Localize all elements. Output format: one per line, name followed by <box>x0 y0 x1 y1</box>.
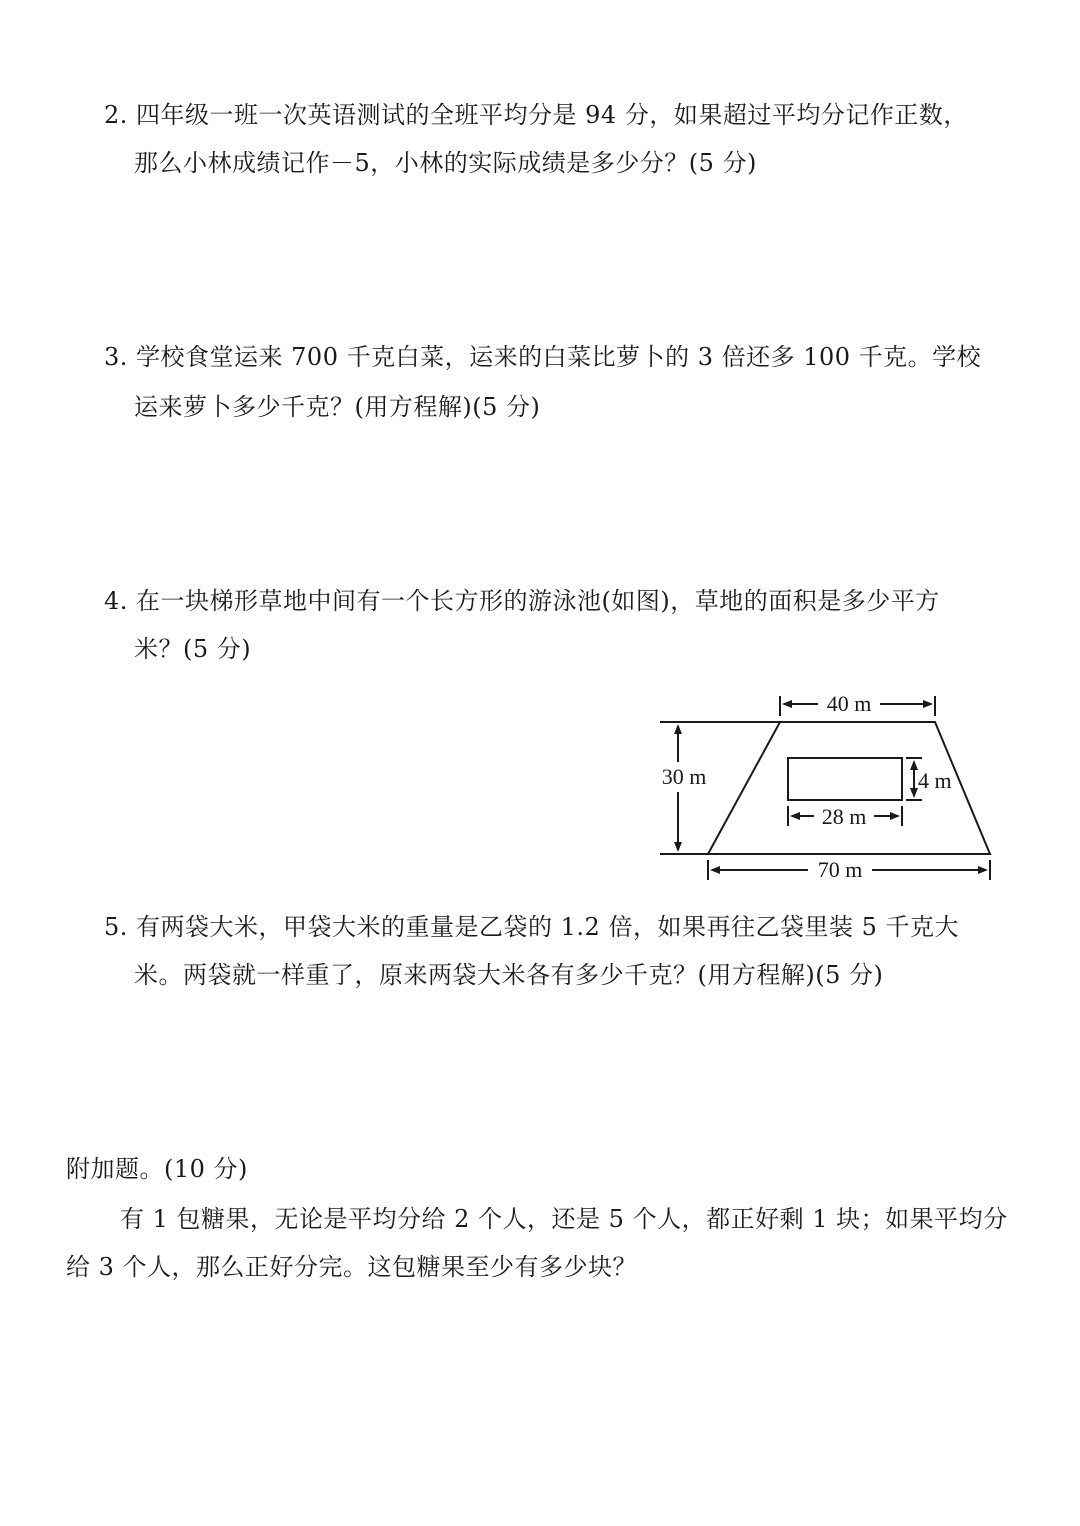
bottom-arrow-left <box>710 866 720 874</box>
pool-width-label: 28 m <box>821 804 867 829</box>
bottom-width-label: 70 m <box>817 857 863 882</box>
question-2-line-1: 2. 四年级一班一次英语测试的全班平均分是 94 分，如果超过平均分记作正数， <box>104 101 968 129</box>
bonus-line-1: 有 1 包糖果，无论是平均分给 2 个人，还是 5 个人，都正好剩 1 块；如果平均分 <box>120 1205 1008 1233</box>
question-5-line-1: 5. 有两袋大米，甲袋大米的重量是乙袋的 1.2 倍，如果再往乙袋里装 5 千克大 <box>104 913 959 941</box>
bottom-arrow-right <box>978 866 988 874</box>
top-arrow-left <box>782 700 792 708</box>
question-3-line-1: 3. 学校食堂运来 700 千克白菜，运来的白菜比萝卜的 3 倍还多 100 千克。学校 <box>104 343 982 371</box>
question-2-line-2: 那么小林成绩记作－5，小林的实际成绩是多少分？(5 分) <box>134 149 757 177</box>
top-arrow-right <box>923 700 933 708</box>
question-4-line-1: 4. 在一块梯形草地中间有一个长方形的游泳池(如图)，草地的面积是多少平方 <box>104 587 940 615</box>
height-label: 30 m <box>661 764 707 789</box>
height-arrow-up <box>674 724 682 734</box>
question-3-line-2: 运来萝卜多少千克？(用方程解)(5 分) <box>134 393 541 421</box>
bonus-title: 附加题。(10 分) <box>66 1155 248 1183</box>
bonus-line-2: 给 3 个人，那么正好分完。这包糖果至少有多少块？ <box>66 1253 638 1281</box>
question-4-line-2: 米？(5 分) <box>134 635 252 663</box>
pool-width-arrow-right <box>890 812 900 820</box>
question-5-line-2: 米。两袋就一样重了，原来两袋大米各有多少千克？(用方程解)(5 分) <box>134 961 884 989</box>
pool-width-arrow-left <box>790 812 800 820</box>
pool-height-label: 4 m <box>918 768 952 793</box>
trapezoid-pool-figure <box>650 680 1010 890</box>
pool-rectangle <box>788 758 902 800</box>
height-arrow-down <box>674 842 682 852</box>
pool-height-arrow-up <box>910 760 918 770</box>
pool-height-arrow-down <box>910 788 918 798</box>
top-width-label: 40 m <box>826 691 872 716</box>
